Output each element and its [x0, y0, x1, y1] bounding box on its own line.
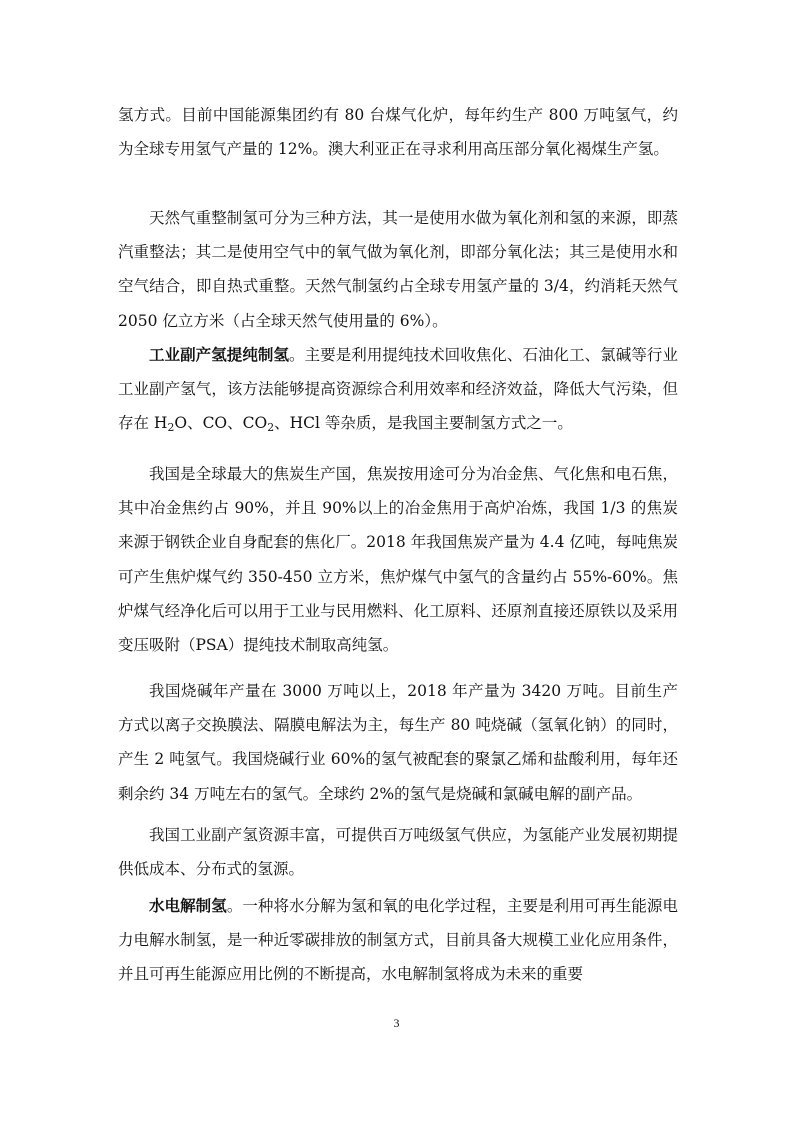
paragraph-text: 。一种将水分解为氢和氧的电化学过程，主要是利用可再生能源电力电解水制氢，是一种近零碳排放的制氢方式，目前具备大规模工业化应用条件，并且可再生能源应用比例的不断提高，水电解制氢将成为未来的重要 — [118, 897, 678, 984]
paragraph-text: 。主要是利用提纯技术回收焦化、石油化工、氯碱等行业工业副产氢气，该方法能够提高资源综合利用效率和经济效益，降低大气污染，但存在 H — [118, 346, 678, 433]
paragraph-water-electrolysis — [118, 889, 678, 992]
paragraph-industrial-byproduct-hydrogen — [118, 338, 678, 441]
paragraph-coke-production: 我国是全球最大的焦炭生产国，焦炭按用途可分为冶金焦、气化焦和电石焦，其中冶金焦约占 90%，并且 90%以上的冶金焦用于高炉冶炼，我国 1/3 的焦炭来源于钢铁企业自身配套的焦化厂。2018 年我国焦炭产量为 4.4 亿吨，每吨焦炭可产生焦炉煤气约 350-450 立方米，焦炉煤气中氢气的含量约占 55%-60%。焦炉煤气经净化后可以用于工业与民用燃料、化工原料、还原剂直接还原铁以及采用变压吸附（PSA）提纯技术制取高纯氢。 — [118, 465, 678, 655]
paragraph-natural-gas-reforming: 天然气重整制氢可分为三种方法，其一是使用水做为氧化剂和氢的来源，即蒸汽重整法；其二是使用空气中的氧气做为氧化剂，即部分氧化法；其三是使用水和空气结合，即自热式重整。天然气制氢约占全球专用氢产量的 3/4，约消耗天然气 2050 亿立方米（占全球天然气使用量的 6%）。 — [118, 209, 678, 330]
section-heading-electrolysis: 水电解制氢 — [149, 896, 227, 915]
paragraph-coal-gasification-end: 氢方式。目前中国能源集团约有 80 台煤气化炉，每年约生产 800 万吨氢气，约为全球专用氢气产量的 12%。澳大利亚正在寻求利用高压部分氧化褐煤生产氢。 — [118, 106, 678, 159]
section-heading-byproduct: 工业副产氢提纯制氢 — [149, 345, 290, 364]
paragraph-text: 、HCl 等杂质，是我国主要制氢方式之一。 — [274, 414, 573, 433]
subscript: 2 — [267, 421, 275, 435]
page-number: 3 — [393, 1016, 400, 1030]
subscript: 2 — [167, 421, 175, 435]
paragraph-byproduct-summary: 我国工业副产氢资源丰富，可提供百万吨级氢气供应，为氢能产业发展初期提供低成本、分布式的氢源。 — [118, 826, 678, 879]
paragraph-text: O、CO、CO — [174, 414, 268, 433]
paragraph-caustic-soda: 我国烧碱年产量在 3000 万吨以上，2018 年产量为 3420 万吨。目前生产方式以离子交换膜法、隔膜电解法为主，每生产 80 吨烧碱（氢氧化钠）的同时，产生 2 吨氢气。我国烧碱行业 60%的氢气被配套的聚氯乙烯和盐酸利用，每年还剩余约 34 万吨左右的氢气。全球约 2%的氢气是烧碱和氯碱电解的副产品。 — [118, 682, 678, 803]
